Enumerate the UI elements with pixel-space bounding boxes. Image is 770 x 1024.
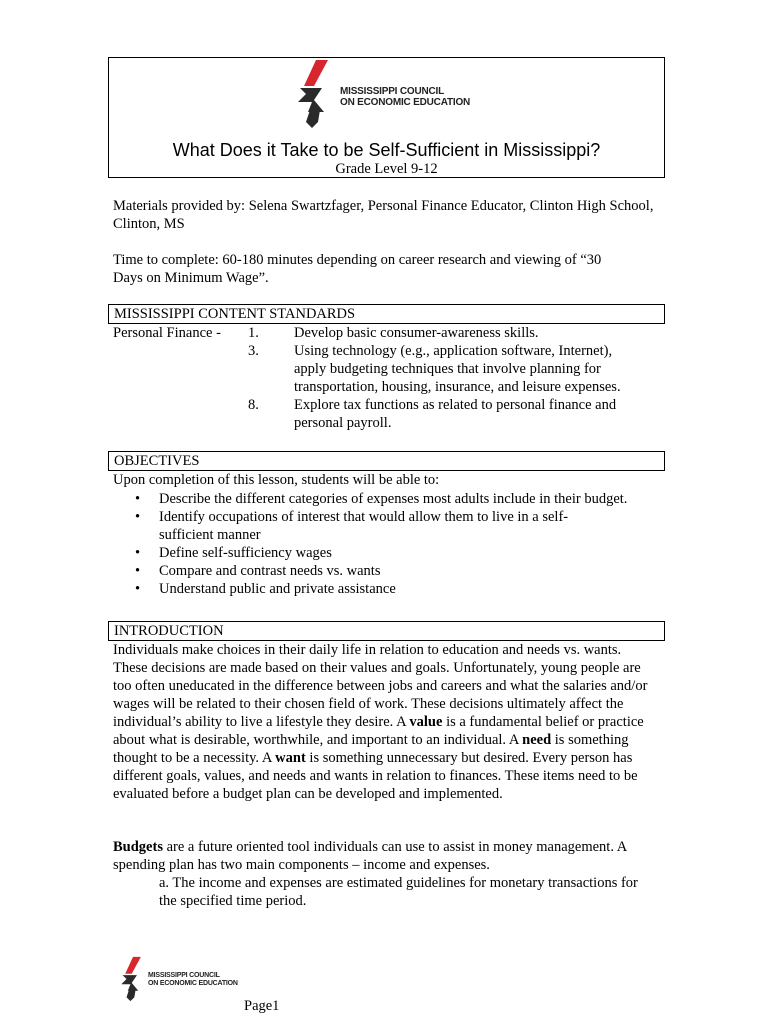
logo-line-2: ON ECONOMIC EDUCATION (340, 97, 471, 108)
budgets-subpoint: a. The income and expenses are estimated guidelines for monetary transactions for the specified time period. (159, 875, 638, 909)
standard-item (248, 396, 668, 432)
footer-logo (120, 953, 260, 1009)
intro-text: is something unnecessary but desired. Every person has different goals, values, and needs and wants in relation to finances. These items need to be evaluated before a budget plan can be developed and implemented. (113, 750, 638, 802)
page-title: What Does it Take to be Self-Sufficient in Mississippi? (172, 140, 601, 160)
introduction-heading: INTRODUCTION (108, 621, 665, 641)
standard-line: Using technology (e.g., application software, Internet), (294, 343, 613, 359)
objective-item: • Define self-sufficiency wages (113, 544, 658, 562)
grade-level: Grade Level 9-12 (335, 161, 438, 177)
logo-line-1: MISSISSIPPI COUNCIL (340, 86, 444, 97)
standard-num: 8. (248, 397, 259, 413)
budgets-text: are a future oriented tool individuals can use to assist in money management. A spending plan has two main components – income and expenses. (113, 839, 627, 873)
objective-item: • Understand public and private assistance (113, 580, 658, 598)
standard-line: transportation, housing, insurance, and leisure expenses. (294, 379, 621, 395)
time-text: Time to complete: 60-180 minutes depending on career research and viewing of “30 Days on Minimum Wage”. (113, 252, 602, 286)
intro-text: is a fundamental belief or practice about what is desirable, worthwhile, and important to an individual. A (113, 714, 644, 748)
intro-text: is something thought to be a necessity. A (113, 732, 629, 766)
standard-item (248, 324, 668, 342)
term-want: want (275, 750, 306, 766)
term-budgets: Budgets (113, 839, 163, 855)
standards-label: Personal Finance - (113, 325, 221, 341)
footer-logo-line-1: MISSISSIPPI COUNCIL (148, 972, 220, 979)
footer-logo-line-2: ON ECONOMIC EDUCATION (148, 980, 238, 987)
standard-line: Develop basic consumer-awareness skills. (294, 325, 539, 341)
standard-num: 3. (248, 343, 259, 359)
introduction-paragraph (113, 641, 653, 803)
footer-logo-icon (120, 953, 150, 1005)
objectives-intro: Upon completion of this lesson, students will be able to: (113, 472, 440, 488)
budgets-paragraph (113, 838, 658, 874)
materials-text: Materials provided by: Selena Swartzfager, Personal Finance Educator, Clinton High School, Clinton, MS (113, 198, 654, 232)
objectives-heading: OBJECTIVES (108, 451, 665, 471)
term-need: need (522, 732, 552, 748)
objectives-list (113, 490, 658, 598)
council-logo (296, 60, 486, 130)
standard-line: personal payroll. (294, 415, 392, 431)
standards-heading: MISSISSIPPI CONTENT STANDARDS (108, 304, 665, 324)
council-logo-icon (296, 60, 342, 128)
intro-text: Individuals make choices in their daily life in relation to education and needs vs. wants. These decisions are made based on their values and goals. Unfortunately, young people are too often uneducated in the difference between jobs and careers and what the salaries and/or wages will be related to their chosen field of work. These decisions ultimately affect the individual’s ability to live a lifestyle they desire. A (113, 642, 648, 730)
objective-item: • Compare and contrast needs vs. wants (113, 562, 658, 580)
term-value: value (409, 714, 443, 730)
objective-item: • Describe the different categories of expenses most adults include in their budget. (113, 490, 658, 508)
standards-list (248, 324, 668, 432)
standard-item (248, 342, 668, 396)
standard-line: apply budgeting techniques that involve planning for (294, 361, 601, 377)
page-number: Page1 (244, 998, 280, 1014)
objective-item: • Identify occupations of interest that would allow them to live in a self-sufficient manner (113, 508, 619, 544)
standard-num: 1. (248, 325, 259, 341)
standard-line: Explore tax functions as related to personal finance and (294, 397, 617, 413)
